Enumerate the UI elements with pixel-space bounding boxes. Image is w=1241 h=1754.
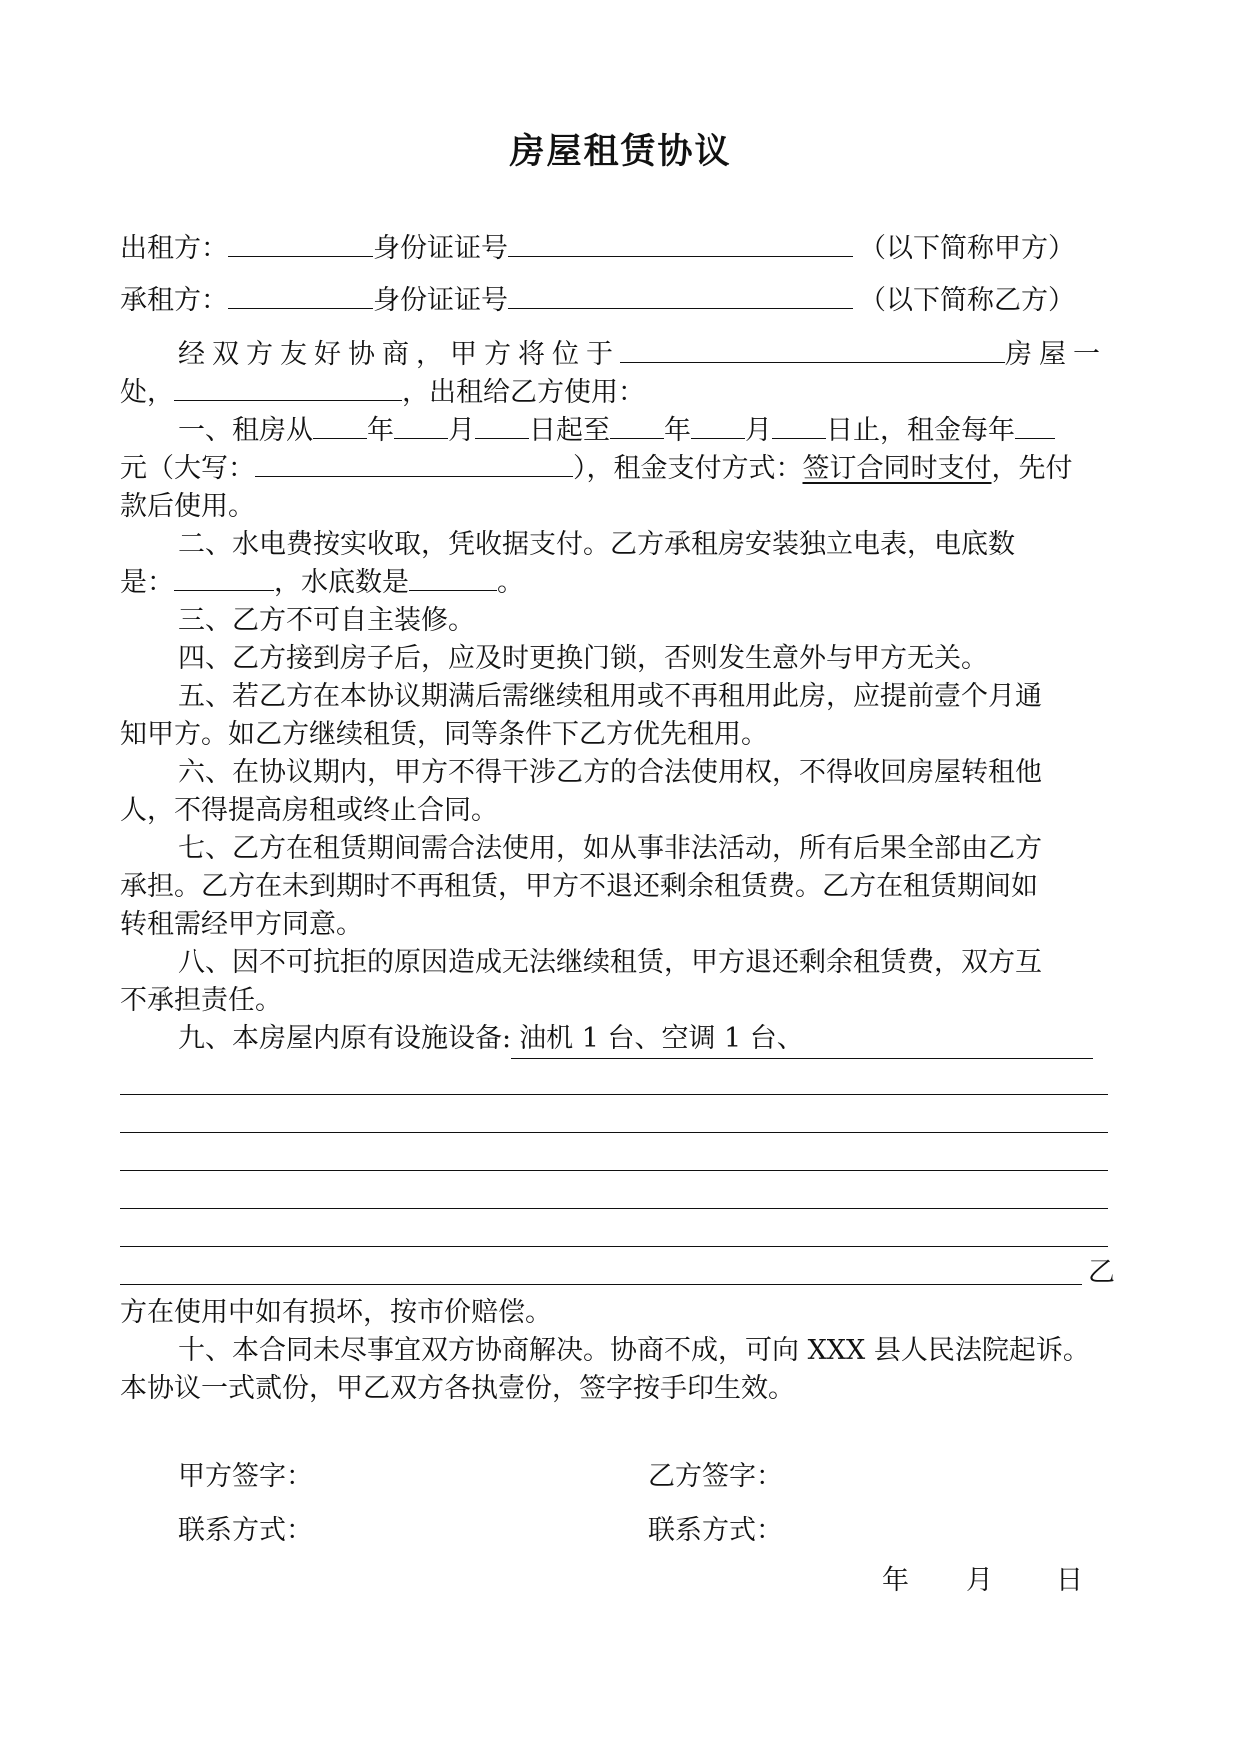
end-month-field[interactable]: [691, 412, 745, 439]
party-b-id-field[interactable]: [508, 282, 853, 309]
facilities-field[interactable]: [511, 1020, 1093, 1059]
rent-capital-field[interactable]: [255, 450, 573, 477]
clause-8-line-2: 不承担责任。: [120, 985, 282, 1016]
party-b-id-label: 身份证证号: [373, 285, 508, 316]
water-reading-field[interactable]: [409, 564, 497, 591]
end-year-field[interactable]: [610, 412, 664, 439]
water-label: ，水底数是: [274, 567, 409, 598]
intro-text-4: ，出租给乙方使用：: [402, 377, 645, 408]
party-b-line: [120, 282, 1075, 320]
party-b-name-field[interactable]: [228, 282, 373, 309]
clause-10-line-1: 十、本合同未尽事宜双方协商解决。协商不成，可向 XXX 县人民法院起诉。: [178, 1335, 1090, 1366]
start-year-field[interactable]: [313, 412, 367, 439]
clause-1-end-text: 款后使用。: [120, 491, 255, 522]
clause-10-line-2: 本协议一式贰份，甲乙双方各执壹份，签字按手印生效。: [120, 1373, 795, 1404]
electric-reading-field[interactable]: [174, 564, 274, 591]
page-title: 房屋租赁协议: [509, 131, 732, 172]
facilities-value: 油机 1 台、空调 1 台、: [519, 1023, 804, 1054]
clause-9-line-last: 方在使用中如有损坏，按市价赔偿。: [120, 1297, 552, 1328]
payment-after-text: ，先付: [991, 453, 1073, 484]
clause-6-line-2: 人，不得提高房租或终止合同。: [120, 795, 498, 826]
date-day-label: 日: [1056, 1565, 1083, 1596]
day-to-label: 日止，租金每年: [826, 415, 1015, 446]
facilities-line-5[interactable]: [120, 1208, 1108, 1209]
date-year-label: 年: [882, 1565, 909, 1596]
facilities-line-3[interactable]: [120, 1132, 1108, 1133]
payment-method-label: ），租金支付方式：: [573, 453, 803, 484]
intro-line-1: [178, 336, 1107, 374]
year-label-2: 年: [664, 415, 691, 446]
clause-5-line-1: 五、若乙方在本协议期满后需继续租用或不再租用此房，应提前壹个月通: [178, 681, 1042, 712]
annual-rent-field[interactable]: [1015, 412, 1055, 439]
party-b-signature-label: 乙方签字：: [648, 1461, 783, 1492]
intro-line-2: [120, 374, 645, 412]
party-a-id-field[interactable]: [508, 230, 853, 257]
facilities-line-4[interactable]: [120, 1170, 1108, 1171]
intro-text-2: 房屋一: [1005, 339, 1107, 370]
party-a-label: 出租方：: [120, 233, 228, 264]
clause-8-line-1: 八、因不可抗拒的原因造成无法继续租赁，甲方退还剩余租赁费，双方互: [178, 947, 1042, 978]
clause-5-line-2: 知甲方。如乙方继续租赁，同等条件下乙方优先租用。: [120, 719, 768, 750]
party-b-abbr: （以下简称乙方）: [859, 285, 1075, 316]
payment-method-value: 签订合同时支付: [802, 453, 992, 484]
clause-2-line-1: 二、水电费按实收取，凭收据支付。乙方承租房安装独立电表，电底数: [178, 529, 1015, 560]
electric-label: 是：: [120, 567, 174, 598]
facilities-line-7[interactable]: [120, 1284, 1082, 1285]
clause-1-line-2: [120, 450, 1073, 488]
party-a-contact-label: 联系方式：: [178, 1515, 313, 1546]
facilities-label: 九、本房屋内原有设施设备:: [178, 1023, 512, 1054]
clause-1-text: 一、租房从: [178, 415, 313, 446]
party-b-contact-label: 联系方式：: [648, 1515, 783, 1546]
facilities-line-6[interactable]: [120, 1246, 1108, 1247]
clause-4-line: 四、乙方接到房子后，应及时更换门锁，否则发生意外与甲方无关。: [178, 643, 988, 674]
property-detail-field[interactable]: [174, 374, 402, 401]
end-day-field[interactable]: [772, 412, 826, 439]
start-day-field[interactable]: [475, 412, 529, 439]
party-a-id-label: 身份证证号: [373, 233, 508, 264]
clause-2-period: 。: [497, 567, 524, 598]
yuan-label: 元（大写：: [120, 453, 255, 484]
party-a-name-field[interactable]: [228, 230, 373, 257]
year-label: 年: [367, 415, 394, 446]
clause-2-line-2: [120, 564, 524, 602]
date-month-label: 月: [966, 1565, 993, 1596]
clause-7-line-1: 七、乙方在租赁期间需合法使用，如从事非法活动，所有后果全部由乙方: [178, 833, 1042, 864]
month-label: 月: [448, 415, 475, 446]
day-from-label: 日起至: [529, 415, 610, 446]
party-a-line: [120, 230, 1075, 268]
party-b-label: 承租方：: [120, 285, 228, 316]
clause-1-line-1: [178, 412, 1055, 450]
clause-7-line-3: 转租需经甲方同意。: [120, 909, 363, 940]
clause-7-line-2: 承担。乙方在未到期时不再租赁，甲方不退还剩余租赁费。乙方在租赁期间如: [120, 871, 1038, 902]
clause-3-line: 三、乙方不可自主装修。: [178, 605, 475, 636]
clause-1-line-3: [120, 488, 255, 526]
clause-9-end-char: 乙: [1088, 1257, 1115, 1288]
clause-6-line-1: 六、在协议期内，甲方不得干涉乙方的合法使用权，不得收回房屋转租他: [178, 757, 1042, 788]
start-month-field[interactable]: [394, 412, 448, 439]
intro-text-3: 处，: [120, 377, 174, 408]
clause-9-line-1: [178, 1020, 1093, 1059]
intro-text-1: 经双方友好协商，甲方将位于: [178, 339, 620, 370]
party-a-abbr: （以下简称甲方）: [859, 233, 1075, 264]
party-a-signature-label: 甲方签字：: [178, 1461, 313, 1492]
property-location-field[interactable]: [620, 336, 1005, 363]
month-label-2: 月: [745, 415, 772, 446]
facilities-line-2[interactable]: [120, 1094, 1108, 1095]
